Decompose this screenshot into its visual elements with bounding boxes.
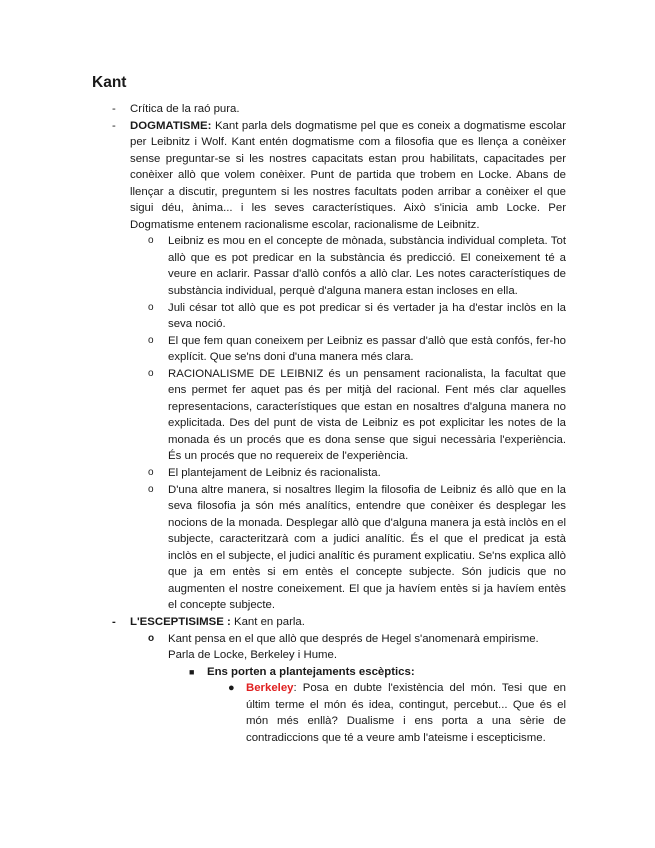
- sub-item-monada: o Leibniz es mou en el concepte de mònada, substància individual completa. Tot allò que es pot predicar en la substància és predicció. El coneixement té a veure en aclarir. Passar d'allò confós a allò clar. Les notes característiques de substància individual, perquè d'alguna manera estan incloses en ella.: [148, 235, 566, 298]
- esceptics-heading: Ens porten a plantejaments escèptics:: [207, 665, 415, 678]
- circle-bullet-icon: o: [148, 301, 154, 313]
- sub-item-plantejament: o El plantejament de Leibniz és racionalista.: [168, 465, 566, 482]
- esceptisme-text: Kant en parla.: [233, 615, 305, 628]
- list-item-dogmatisme: [112, 118, 566, 234]
- dogmatisme-text: Kant parla dels dogmatisme pel que es coneix a dogmatisme escolar per Leibnitz i Wolf. Kant entén dogmatisme com a filosofia que es llença a conèixer sense preguntar-se si les nostres capacitats estan prou habilitats, capacitades per conèixer allò que volem conèixer. Punt de partida que trobem en Locke. Abans de llençar a discutir, preguntem si les nostres facultats poden arribar a conèixer el que sigui déu, ànima... i les seves característiques. Això s'inicia amb Locke. Per Dogmatisme entenem racionalisme escolar, racionalisme de Leibnitz.: [130, 119, 566, 231]
- sub-item-racionalisme: o RACIONALISME DE LEIBNIZ és un pensament racionalista, la facultat que ens permet fer aquet pas és per mitjà del racional. Fent més clar aquelles representacions, característiques que estan en nosaltres d'alguna manera no explicitada. Des del punt de vista de Leibniz es pot explicitar les notes de la monada és un procés que es dona sense que sigui necessària l'experiència. És un procés que no requereix de l'experiència.: [148, 367, 566, 463]
- dot-bullet-icon: ●: [228, 682, 235, 695]
- sub-item-coneixer: o El que fem quan coneixem per Leibniz es passar d'allò que està confós, fer-ho explícit. Que se'ns doni d'una manera més clara.: [148, 334, 566, 364]
- berkeley-name: Berkeley: [246, 682, 294, 695]
- dash-bullet-icon: -: [112, 103, 116, 115]
- circle-bullet-icon: o: [148, 467, 154, 479]
- circle-bullet-icon: o: [148, 483, 154, 495]
- dogmatisme-label: DOGMATISME:: [130, 119, 212, 132]
- circle-bullet-icon: o: [148, 632, 155, 644]
- circle-bullet-icon: o: [148, 367, 154, 379]
- dash-bullet-icon: -: [112, 119, 116, 132]
- berkeley-text: : Posa en dubte l'existència del món. Tesi que en últim terme el món és idea, contingut, percebut... Que és el món més enllà? Dualisme i ens porta a una sèrie de contradiccions que té a veure amb l'ateisme i escepticisme.: [246, 682, 566, 744]
- list-item-esceptisme: [112, 614, 566, 631]
- sub-item-empirisme: o Kant pensa en el que allò que després de Hegel s'anomenarà empirisme. Parla de Locke, Berkeley i Hume.: [148, 632, 539, 662]
- dash-bullet-icon: -: [112, 615, 116, 628]
- page-title: Kant: [92, 74, 127, 91]
- berkeley-item: [228, 680, 566, 746]
- sub-item-analitic: o D'una altre manera, si nosaltres llegim la filosofia de Leibniz és allò que en la seva filosofia ja són més analítics, entendre que conèixer és desplegar les nocions de la monada. Desplegar allò que d'alguna manera ja està inclòs en el subjecte, caracteritzarà com a judici analític. És el que el predicat ja està inclòs en el subjecte, el judici analític és purament explicatiu. Se'ns explica allò que ja em entès si em entès el concepte subjecte. Són judicis que no augmenten el nostre coneixement. El que ja havíem entès si ja havíem entès el concepte subjecte.: [148, 483, 566, 612]
- document-body: [0, 101, 655, 746]
- circle-bullet-icon: o: [148, 334, 154, 346]
- sub-sub-item-esceptics: [189, 664, 566, 681]
- esceptisme-label: L'ESCEPTISIMSE :: [130, 615, 231, 628]
- circle-bullet-icon: o: [148, 235, 154, 247]
- square-bullet-icon: ■: [189, 666, 195, 677]
- sub-item-juli-cesar: o Juli césar tot allò que es pot predicar si és vertader ja ha d'estar inclòs en la seva noció.: [148, 301, 566, 331]
- list-item-critica: - Crítica de la raó pura.: [130, 101, 566, 118]
